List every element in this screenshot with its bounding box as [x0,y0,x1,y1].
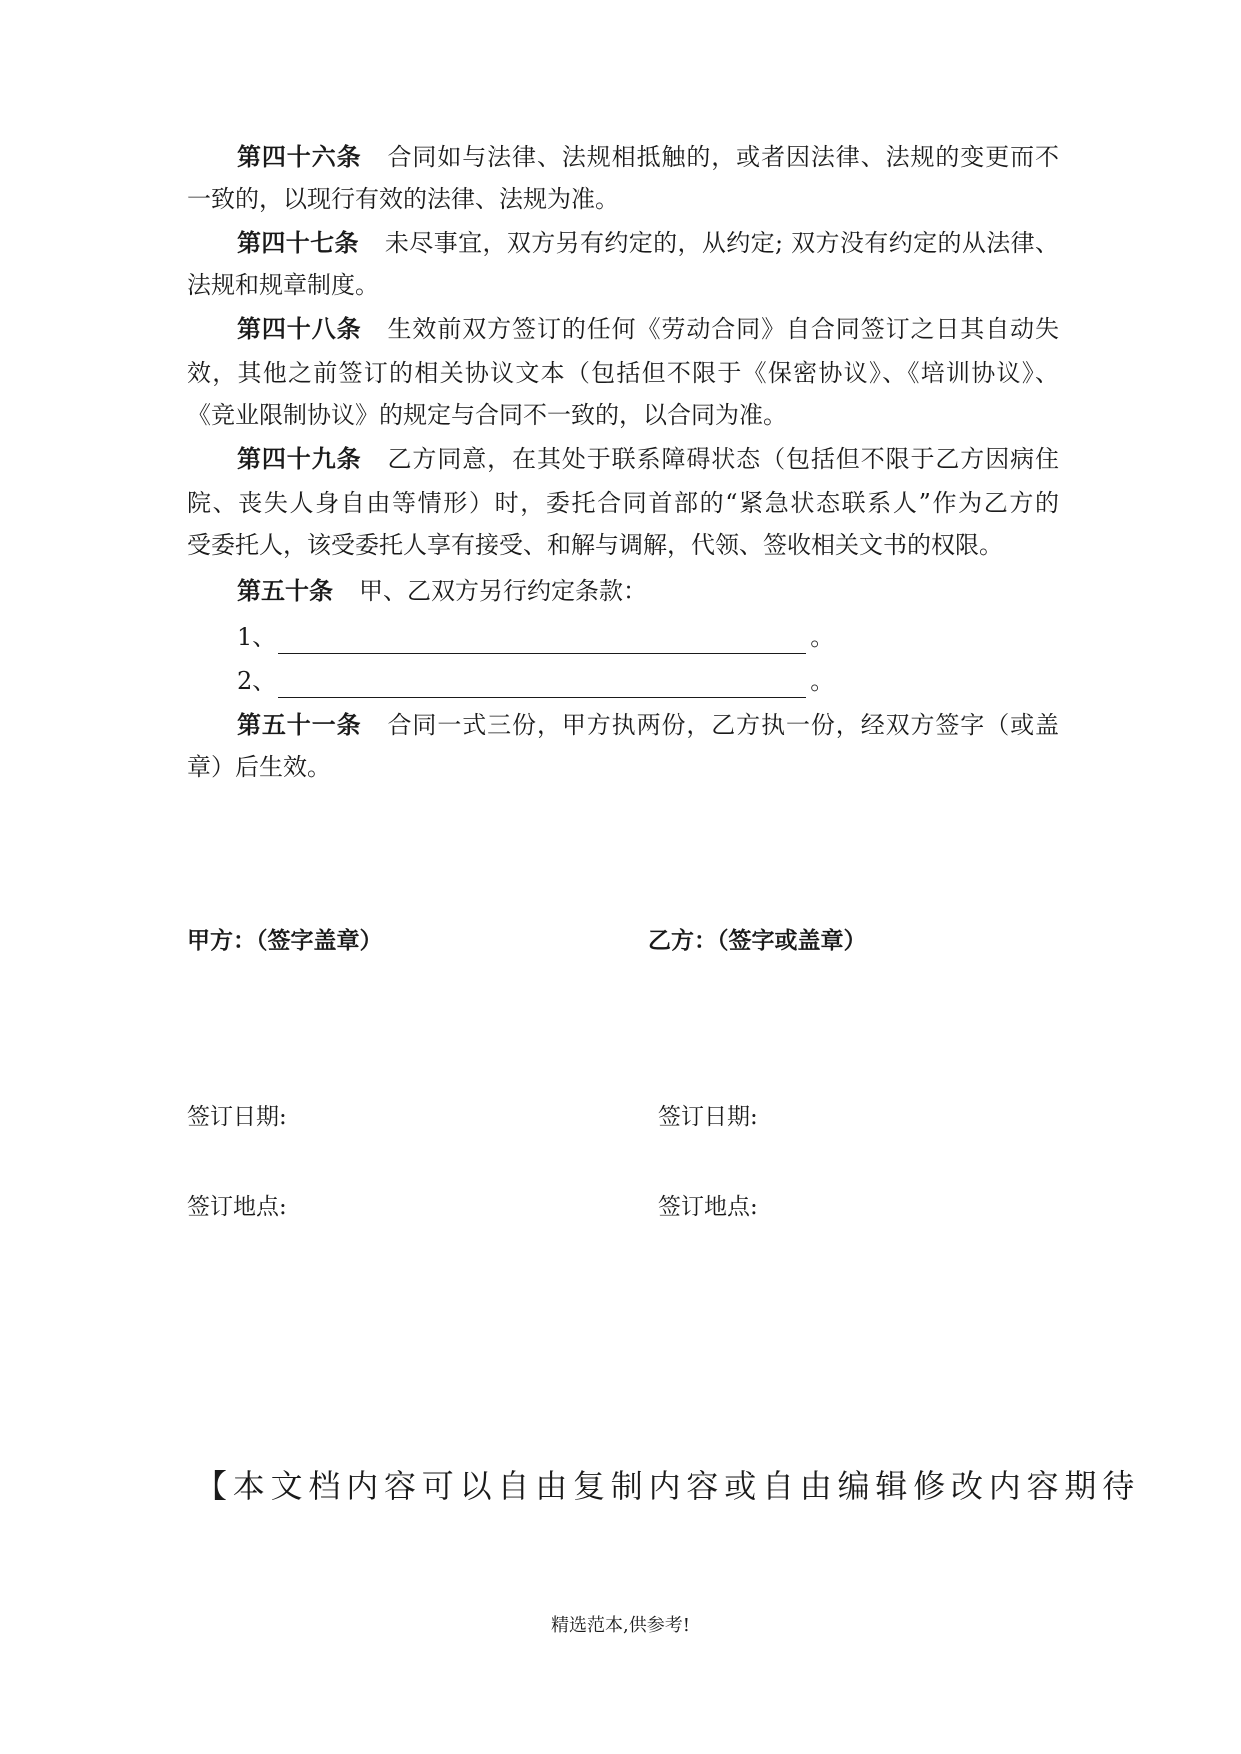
article-51-text-1: 合同一式三份，甲方执两份，乙方执一份，经双方签字（或盖 [387,711,1060,739]
item-1-end: 。 [810,623,835,651]
party-b-date-label: 签订日期: [658,1104,758,1130]
article-48-line-1 [237,312,1059,346]
article-50-text-1: 甲、乙双方另行约定条款： [359,577,647,605]
article-49-line-1 [237,442,1059,476]
article-51-line-1 [237,708,1059,742]
party-a-date-label: 签订日期: [187,1104,287,1130]
article-46-line-2: 一致的，以现行有效的法律、法规为准。 [187,185,619,213]
article-50-item-2 [237,664,1059,698]
page-footer: 精选范本,供参考! [551,1615,690,1636]
article-49-line-2: 院、丧失人身自由等情形）时，委托合同首部的“紧急状态联系人”作为乙方的 [187,489,1059,517]
party-b-place-label: 签订地点: [658,1194,758,1220]
article-47-heading: 第四十七条 [237,229,359,257]
item-2-blank-field [278,671,806,698]
article-48-heading: 第四十八条 [237,315,362,343]
article-51-line-2: 章）后生效。 [187,753,331,781]
article-46-text-1: 合同如与法律、法规相抵触的，或者因法律、法规的变更而不 [387,143,1060,171]
item-2-number: 2、 [237,667,277,695]
article-47-text-1: 未尽事宜，双方另有约定的，从约定; 双方没有约定的从法律、 [384,229,1059,257]
article-46-heading: 第四十六条 [237,143,362,171]
article-50-line-1 [237,574,1059,608]
party-b-signature-label: 乙方：（签字或盖章） [648,928,867,954]
article-49-heading: 第四十九条 [237,445,362,473]
article-46-line-1 [237,140,1059,174]
article-50-heading: 第五十条 [237,577,333,605]
item-1-blank-field [278,627,806,654]
article-48-line-3: 《竞业限制协议》的规定与合同不一致的，以合同为准。 [187,401,787,429]
article-49-line-3: 受委托人，该受委托人享有接受、和解与调解，代领、签收相关文书的权限。 [187,531,1003,559]
editable-notice: 【本文档内容可以自由复制内容或自由编辑修改内容期待 [195,1467,1141,1505]
article-48-text-1: 生效前双方签订的任何《劳动合同》自合同签订之日其自动失 [387,315,1060,343]
article-51-heading: 第五十一条 [237,711,362,739]
article-49-text-1: 乙方同意，在其处于联系障碍状态（包括但不限于乙方因病住 [387,445,1060,473]
article-50-item-1 [237,620,1059,654]
article-47-line-2: 法规和规章制度。 [187,271,379,299]
article-47-line-1 [237,226,1059,260]
item-1-number: 1、 [237,623,277,651]
party-a-place-label: 签订地点: [187,1194,287,1220]
item-2-end: 。 [810,667,835,695]
article-48-line-2: 效，其他之前签订的相关协议文本（包括但不限于《保密协议》、《培训协议》、 [187,359,1059,387]
party-a-signature-label: 甲方：（签字盖章） [187,928,383,954]
